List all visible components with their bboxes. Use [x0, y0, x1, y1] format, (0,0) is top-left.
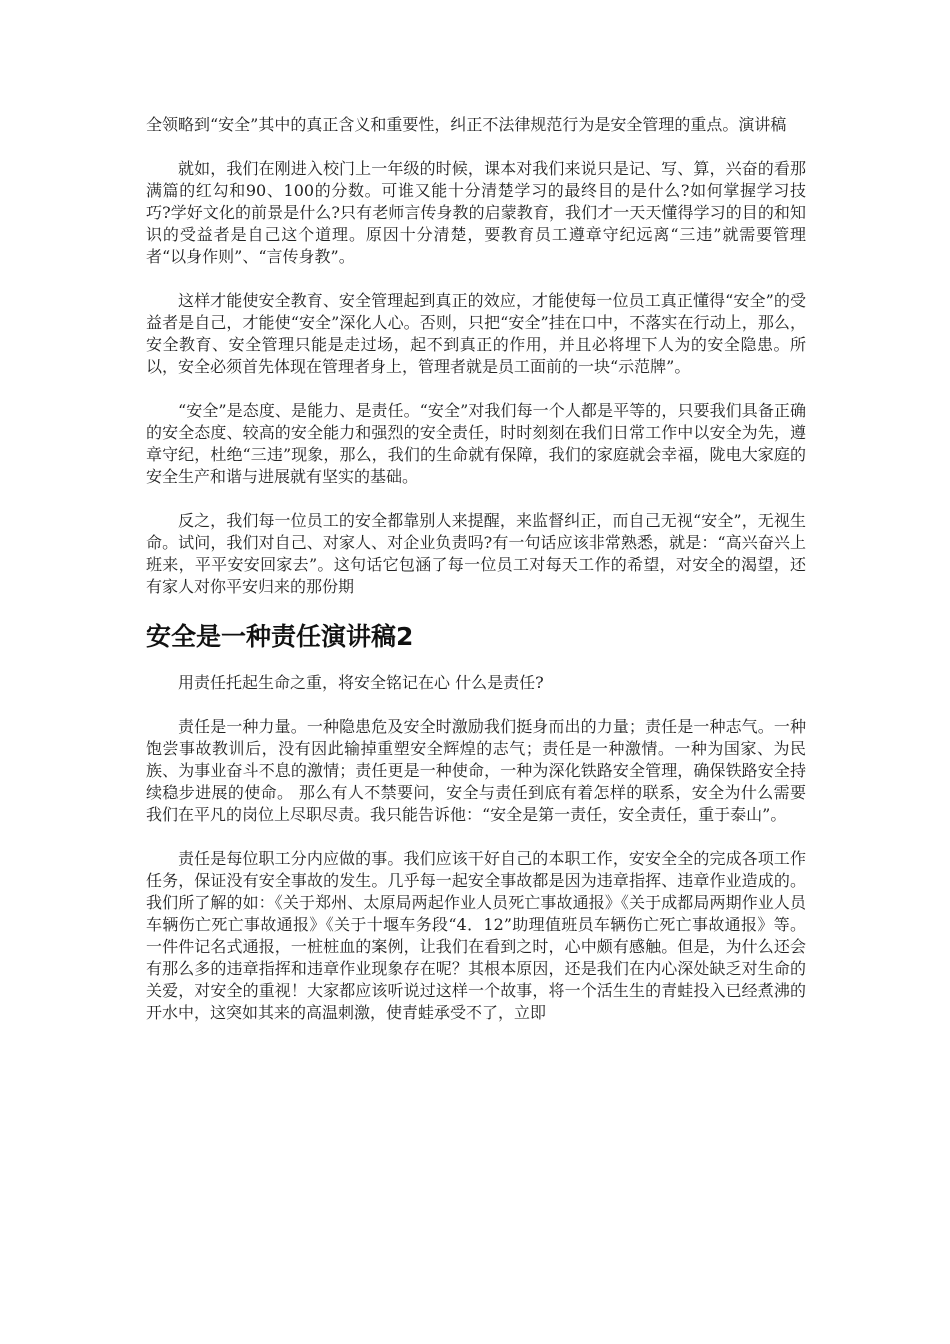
paragraph: 用责任托起生命之重，将安全铭记在心 什么是责任?	[178, 673, 544, 692]
paragraph: “安全”是态度、是能力、是责任。“安全”对我们每一个人都是平等的，只要我们具备正确的安全态度、较高的安全能力和强烈的安全责任，时时刻刻在我们日常工作中以安全为先，遵章守纪，杜绝“三违”现象，那么，我们的生命就有保障，我们的家庭就会幸福，陇电大家庭的安全生产和谐与进展就有坚实的基础。	[146, 401, 806, 486]
paragraph: 全领略到“安全”其中的真正含义和重要性，纠正不法律规范行为是安全管理的重点。演讲稿	[146, 115, 787, 134]
paragraph: 责任是一种力量。一种隐患危及安全时激励我们挺身而出的力量；责任是一种志气。一种饱尝事故教训后，没有因此输掉重塑安全辉煌的志气；责任是一种激情。一种为国家、为民族、为事业奋斗不息的激情；责任更是一种使命，一种为深化铁路安全管理，确保铁路安全持续稳步进展的使命。 那么有人不禁要问，安全与责任到底有着怎样的联系，安全为什么需要我们在平凡的岗位上尽职尽责。我只能告诉他：“安全是第一责任，安全责任，重于泰山”。	[146, 717, 806, 824]
document-page	[146, 114, 806, 1046]
paragraph: 反之，我们每一位员工的安全都靠别人来提醒，来监督纠正，而自己无视“安全”，无视生命。试问，我们对自己、对家人、对企业负责吗?有一句话应该非常熟悉，就是：“高兴奋兴上班来，平平安安回家去”。这句话它包涵了每一位员工对每天工作的希望，对安全的渴望，还有家人对你平安归来的那份期	[146, 511, 806, 596]
paragraph: 这样才能使安全教育、安全管理起到真正的效应，才能使每一位员工真正懂得“安全”的受益者是自己，才能使“安全”深化人心。否则，只把“安全”挂在口中，不落实在行动上，那么，安全教育、安全管理只能是走过场，起不到真正的作用，并且必将埋下人为的安全隐患。所以，安全必须首先体现在管理者身上，管理者就是员工面前的一块“示范牌”。	[146, 291, 806, 376]
section-heading: 安全是一种责任演讲稿2	[146, 622, 414, 651]
paragraph: 责任是每位职工分内应做的事。我们应该干好自己的本职工作，安安全全的完成各项工作任务，保证没有安全事故的发生。几乎每一起安全事故都是因为违章指挥、违章作业造成的。我们所了解的如：《关于郑州、太原局两起作业人员死亡事故通报》《关于成都局两期作业人员车辆伤亡死亡事故通报》《关于十堰车务段“4．12”助理值班员车辆伤亡死亡事故通报》等。一件件记名式通报，一桩桩血的案例，让我们在看到之时，心中颇有感触。但是，为什么还会有那么多的违章指挥和违章作业现象存在呢？其根本原因，还是我们在内心深处缺乏对生命的关爱，对安全的重视！大家都应该听说过这样一个故事，将一个活生生的青蛙投入已经煮沸的开水中，这突如其来的高温刺激，使青蛙承受不了，立即	[146, 849, 806, 1022]
paragraph: 就如，我们在刚进入校门上一年级的时候，课本对我们来说只是记、写、算，兴奋的看那满篇的红勾和90、100的分数。可谁又能十分清楚学习的最终目的是什么?如何掌握学习技巧?学好文化的前景是什么?只有老师言传身教的启蒙教育，我们才一天天懂得学习的目的和知识的受益者是自己这个道理。原因十分清楚，要教育员工遵章守纪远离“三违”就需要管理者“以身作则”、“言传身教”。	[146, 159, 806, 266]
